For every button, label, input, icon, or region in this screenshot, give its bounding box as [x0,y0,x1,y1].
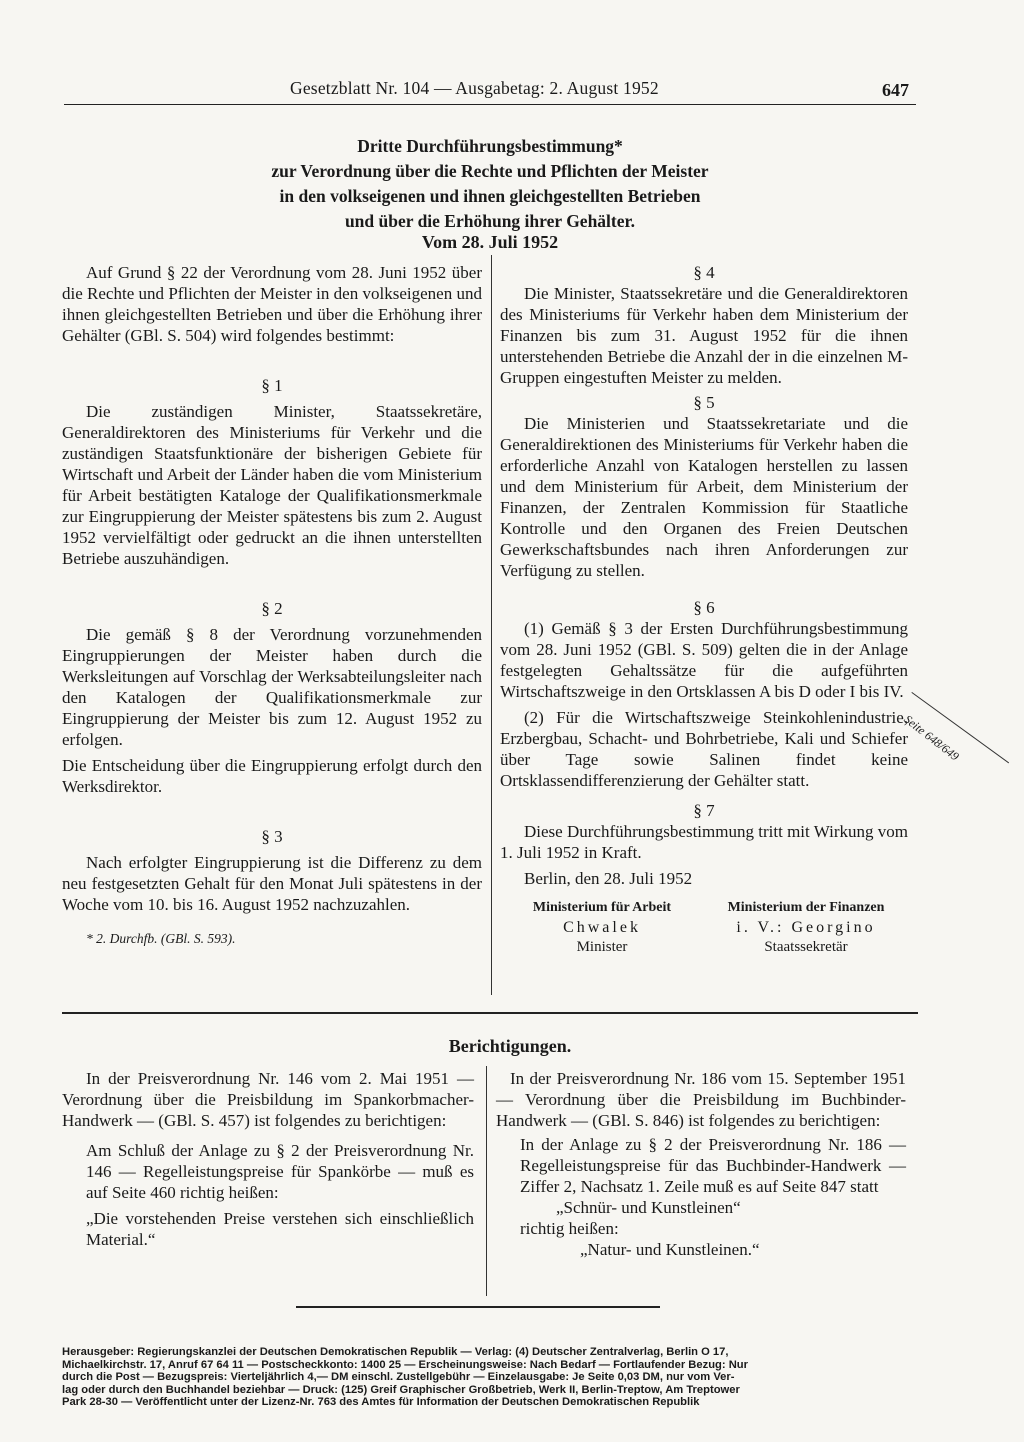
imprint-line: durch die Post — Bezugspreis: Vierteljährlich 4,— DM einschl. Zustellgebühr — Einzelausgabe: Je Seite 0,03 DM, nur vom Ver- [62,1371,735,1384]
section-heading-3: § 3 [261,827,283,846]
signature-name: Chwalek [563,919,641,936]
section-3-text: Nach erfolgter Eingruppierung ist die Differenz zu dem neu festgesetzten Gehalt für den Monat Juli spätestens in der Woche vom 10. bis 16. August 1952 nachzuzahlen. [62,853,482,914]
left-column [62,262,482,949]
right-column [500,262,908,957]
header-rule [64,104,916,105]
section-7-text: Diese Durchführungsbestimmung tritt mit Wirkung vom 1. Juli 1952 in Kraft. [500,822,908,862]
correction-quote-new: „Natur- und Kunstleinen.“ [580,1240,760,1259]
imprint [62,1346,912,1409]
signature-role: Minister [576,939,628,955]
imprint-line: lag oder durch den Buchhandel beziehbar — Druck: (125) Greif Graphischer Großbetrieb, Werk II, Berlin-Treptow, Am Treptower [62,1383,740,1396]
corrections-left-column [62,1068,474,1250]
corrections-right-column [496,1068,906,1260]
imprint-line: Herausgeber: Regierungskanzlei der Deutschen Demokratischen Republik — Verlag: (4) Deutscher Zentralverlag, Berlin O 17, [62,1346,729,1358]
correction-connector: richtig heißen: [520,1219,619,1238]
section-5-text: Die Ministerien und Staatssekretariate und die Generaldirektionen des Ministeriums für Verkehr haben die erforderliche Anzahl von Katalogen herstellen zu lassen und dem Ministerium für Arbeit, dem Ministerium der Finanzen, der Zentralen Kommission für Staatliche Kontrolle und den Organen des Freien Deutschen Gewerkschaftsbundes nach ihren Anforderungen zur Verfügung zu stellen. [500,414,908,580]
column-divider [491,255,492,995]
correction-quote: „Die vorstehenden Preise verstehen sich einschließlich Material.“ [86,1209,474,1249]
imprint-line: Michaelkirchstr. 17, Anruf 67 64 11 — Postscheckkonto: 1400 25 — Erscheinungsweise: Nach Bedarf — Fortlaufender Bezug: Nur [62,1358,748,1371]
section-6-text-1: (1) Gemäß § 3 der Ersten Durchführungsbestimmung vom 28. Juni 1952 (GBl. S. 509) gelten die in der Anlage festgelegten Gehaltssätze für die aufgeführten Wirtschaftszweige in den Ortsklassen A bis D oder I bis IV. [500,619,908,701]
page-number: 647 [882,80,909,100]
imprint-line: Park 28-30 — Veröffentlicht unter der Lizenz-Nr. 763 des Amtes für Information der Deutschen Demokratischen Republik [62,1396,700,1409]
section-heading-6: § 6 [693,598,715,617]
section-heading-1: § 1 [261,376,283,395]
running-header: Gesetzblatt Nr. 104 — Ausgabetag: 2. August 1952 [290,78,659,98]
section-2-text-cont: Die Entscheidung über die Eingruppierung erfolgt durch den Werksdirektor. [62,756,482,796]
correction-body: In der Anlage zu § 2 der Preisverordnung Nr. 186 — Regelleistungspreise für das Buchbinder-Handwerk — Ziffer 2, Nachsatz 1. Zeile muß es auf Seite 847 statt [520,1135,906,1196]
signature-labour [500,897,704,957]
section-heading-2: § 2 [261,599,283,618]
signature-block [500,897,908,957]
title-line: Dritte Durchführungsbestimmung* [357,136,623,156]
section-1-text: Die zuständigen Minister, Staatssekretäre, Generaldirektoren des Ministeriums für Verkehr und die zuständigen Staatsfunktionäre der bisherigen Gebiete für Wirtschaft und Arbeit der Länder haben die vom Ministerium für Arbeit bestätigten Kataloge der Qualifikationsmerkmale zur Eingruppierung der Meister spätestens bis zum 2. August 1952 vervielfältigt oder gedruckt an die ihnen unterstellten Betriebe auszuhändigen. [62,402,482,568]
correction-intro: In der Preisverordnung Nr. 186 vom 15. September 1951 — Verordnung über die Preisbildung im Buchbinder-Handwerk — (GBl. S. 846) ist folgendes zu berichtigen: [496,1069,906,1130]
signature-ministry: Ministerium für Arbeit [532,900,672,915]
footnote: * 2. Durchfb. (GBl. S. 593). [86,931,236,946]
preamble: Auf Grund § 22 der Verordnung vom 28. Juni 1952 über die Rechte und Pflichten der Meister in den volkseigenen und ihnen gleichgestellten Betrieben und über die Erhöhung ihrer Gehälter (GBl. S. 504) wird folgendes bestimmt: [62,263,482,345]
section-heading-7: § 7 [693,801,715,820]
signature-finance [704,897,908,957]
corrections-title: Berichtigungen. [448,1036,572,1056]
correction-intro: In der Preisverordnung Nr. 146 vom 2. Mai 1951 — Verordnung über die Preisbildung im Spankorbmacher-Handwerk — (GBl. S. 457) ist folgendes zu berichtigen: [62,1069,474,1130]
place-date: Berlin, den 28. Juli 1952 [524,869,693,888]
section-2-text: Die gemäß § 8 der Verordnung vorzunehmenden Eingruppierungen der Meister haben durch die Werksleitungen auf Vorschlag der Werksabteilungsleiter nach den Katalogen der Qualifikationsmerkmale zur Eingruppierung der Meister bis zum 12. August 1952 zu erfolgen. [62,625,482,749]
section-6-text-2: (2) Für die Wirtschaftszweige Steinkohlenindustrie, Erzbergbau, Schacht- und Bohrbetriebe, Kali und Schiefer über Tage sowie Salinen findet keine Ortsklassendifferenzierung der Gehälter statt. [500,708,908,790]
section-heading-5: § 5 [693,393,715,412]
signature-ministry: Ministerium der Finanzen [727,900,885,915]
section-4-text: Die Minister, Staatssekretäre und die Generaldirektoren des Ministeriums für Verkehr haben dem Ministerium der Finanzen bis zum 31. August 1952 für die ihnen unterstehenden Betriebe die Anzahl der in die einzelnen M-Gruppen eingestuften Meister zu melden. [500,284,908,387]
title-line: zur Verordnung über die Rechte und Pflichten der Meister [271,161,709,181]
correction-quote-old: „Schnür- und Kunstleinen“ [556,1198,741,1217]
decree-date: Vom 28. Juli 1952 [421,232,559,252]
signature-name: i. V.: Georgino [736,919,876,936]
margin-reference-note: Seite 648/649 [901,712,962,764]
closing-rule [296,1306,660,1308]
title-line: und über die Erhöhung ihrer Gehälter. [344,211,636,231]
section-rule [62,1012,918,1014]
title-line: in den volkseigenen und ihnen gleichgestellten Betrieben [279,186,701,206]
section-heading-4: § 4 [693,263,715,282]
correction-body: Am Schluß der Anlage zu § 2 der Preisverordnung Nr. 146 — Regelleistungspreise für Spankörbe — muß es auf Seite 460 richtig heißen: [86,1141,474,1202]
corrections-divider [486,1066,487,1296]
signature-role: Staatssekretär [764,939,848,955]
decree-title [200,134,780,234]
